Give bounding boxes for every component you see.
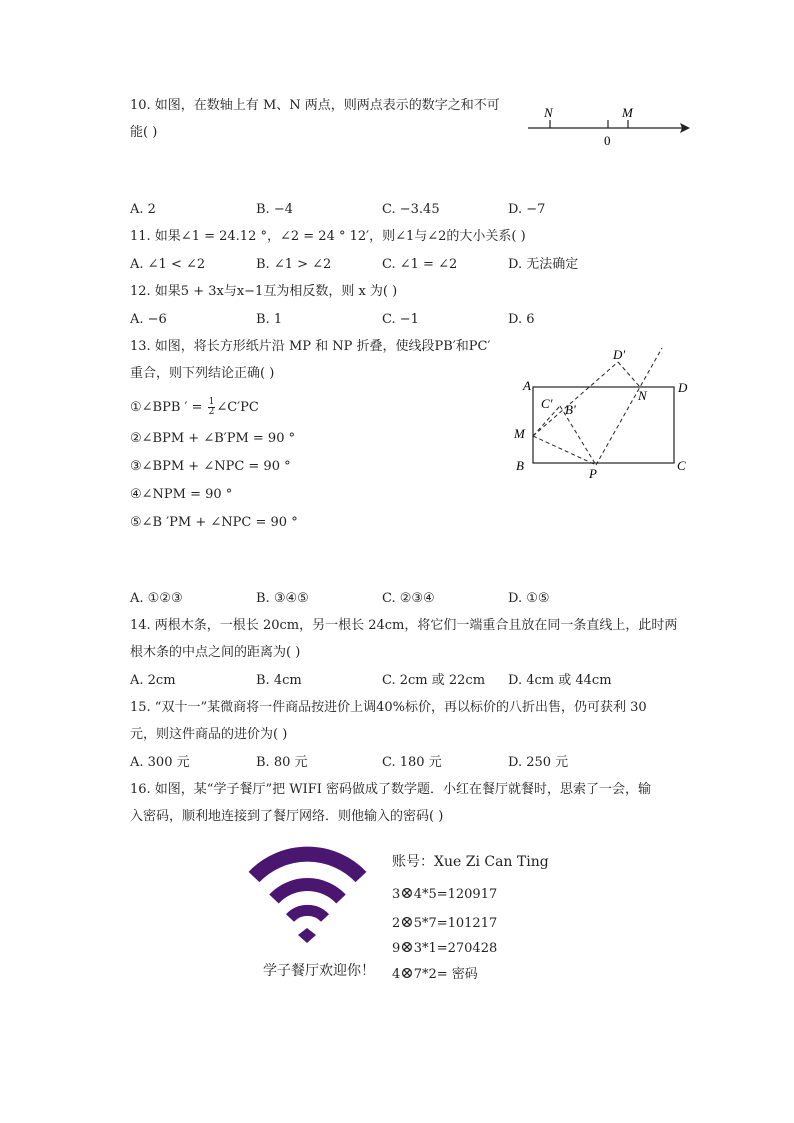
q14-option-d: D. 4cm 或 44cm [508, 673, 612, 688]
fraction-one-half: $\frac{1}{2}$ [208, 397, 215, 417]
q10-option-c: C. −3.45 [382, 202, 440, 217]
q12-option-a: A. −6 [130, 312, 167, 327]
q15-stem-line1: 15. “双十一”某微商将一件商品按进价上调40%标价，再以标价的八折出售，仍可获利 30 [130, 700, 647, 715]
label-a: A [523, 378, 531, 393]
wifi-signal [254, 854, 361, 918]
q11-option-a: A. ∠1 < ∠2 [130, 257, 206, 272]
circled-times-icon: ⊗ [400, 937, 414, 956]
label-b-prime: B′ [565, 402, 576, 417]
label-zero: 0 [604, 133, 611, 148]
q12-stem: 12. 如果5 + 3x与x−1互为相反数，则 x 为( ) [130, 284, 398, 299]
circled-times-icon: ⊗ [400, 883, 414, 902]
label-d: D [678, 380, 688, 395]
q13-statement-4: ④∠NPM = 90 ° [130, 487, 233, 502]
q15-option-d: D. 250 元 [508, 755, 569, 770]
formula-row-1: 3⊗4*5=120917 [392, 883, 498, 902]
folded-rectangle-figure [510, 340, 710, 485]
q15-option-c: C. 180 元 [382, 755, 442, 770]
label-n: N [544, 105, 553, 120]
q10-stem-line1: 10. 如图，在数轴上有 M、N 两点，则两点表示的数字之和不可 [130, 98, 500, 113]
q10-option-b: B. −4 [256, 202, 293, 217]
q14-stem-line2: 根木条的中点之间的距离为( ) [130, 645, 301, 660]
q13-stem-line2: 重合，则下列结论正确( ) [130, 366, 275, 381]
formula-row-4: 4⊗7*2= 密码 [392, 963, 478, 982]
label-n: N [638, 388, 647, 403]
q11-option-c: C. ∠1 = ∠2 [382, 257, 458, 272]
q16-stem-line2: 入密码，顺利地连接到了餐厅网络．则他输入的密码( ) [130, 809, 444, 824]
circled-times-icon: ⊗ [400, 912, 414, 931]
q12-option-d: D. 6 [508, 312, 535, 327]
q11-option-d: D. 无法确定 [508, 257, 579, 272]
q13-statement-3: ③∠BPM + ∠NPC = 90 ° [130, 459, 291, 474]
q16-stem-line1: 16. 如图，某“学子餐厅”把 WIFI 密码做成了数学题．小红在餐厅就餐时，思索了一会，输 [130, 782, 652, 797]
formula-row-3: 9⊗3*1=270428 [392, 937, 498, 956]
q14-option-b: B. 4cm [256, 673, 302, 688]
q10-option-a: A. 2 [130, 202, 156, 217]
q12-option-b: B. 1 [256, 312, 283, 327]
q10-stem-line2: 能( ) [130, 125, 158, 140]
label-m: M [514, 426, 525, 441]
q14-option-a: A. 2cm [130, 673, 176, 688]
q15-option-a: A. 300 元 [130, 755, 190, 770]
label-c: C [677, 458, 686, 473]
q15-stem-line2: 元，则这件商品的进价为( ) [130, 727, 288, 742]
q13-option-a: A. ①②③ [130, 591, 183, 606]
label-b: B [516, 458, 524, 473]
q12-option-c: C. −1 [382, 312, 419, 327]
wifi-icon [240, 835, 375, 950]
label-m: M [622, 105, 633, 120]
q13-statement-1: ①∠BPB ′ = $\frac{1}{2}$ ∠C′PC [130, 397, 259, 417]
circled-times-icon: ⊗ [400, 963, 414, 982]
label-c-prime: C′ [541, 396, 553, 411]
q14-stem-line1: 14. 两根木条，一根长 20cm，另一根长 24cm，将它们一端重合且放在同一条直线上，此时两 [130, 618, 678, 633]
account-label: 账号：Xue Zi Can Ting [392, 854, 549, 870]
q13-statement-5: ⑤∠B ′PM + ∠NPC = 90 ° [130, 515, 298, 530]
q10-option-d: D. −7 [508, 202, 546, 217]
number-line-figure [520, 100, 700, 150]
q13-option-d: D. ①⑤ [508, 591, 550, 606]
q11-stem: 11. 如果∠1 = 24.12 °，∠2 = 24 ° 12′，则∠1与∠2的大小关系( ) [130, 229, 526, 244]
q15-option-b: B. 80 元 [256, 755, 308, 770]
q14-option-c: C. 2cm 或 22cm [382, 673, 486, 688]
q13-statement-2: ②∠BPM + ∠B′PM = 90 ° [130, 431, 296, 446]
label-p: P [589, 466, 597, 481]
formula-row-2: 2⊗5*7=101217 [392, 912, 498, 931]
q13-option-c: C. ②③④ [382, 591, 435, 606]
q13-option-b: B. ③④⑤ [256, 591, 309, 606]
q11-option-b: B. ∠1 > ∠2 [256, 257, 332, 272]
q13-stem-line1: 13. 如图，将长方形纸片沿 MP 和 NP 折叠，使线段PB′和PC′ [130, 339, 491, 354]
label-d-prime: D′ [613, 347, 626, 362]
welcome-text: 学子餐厅欢迎你！ [263, 963, 375, 979]
